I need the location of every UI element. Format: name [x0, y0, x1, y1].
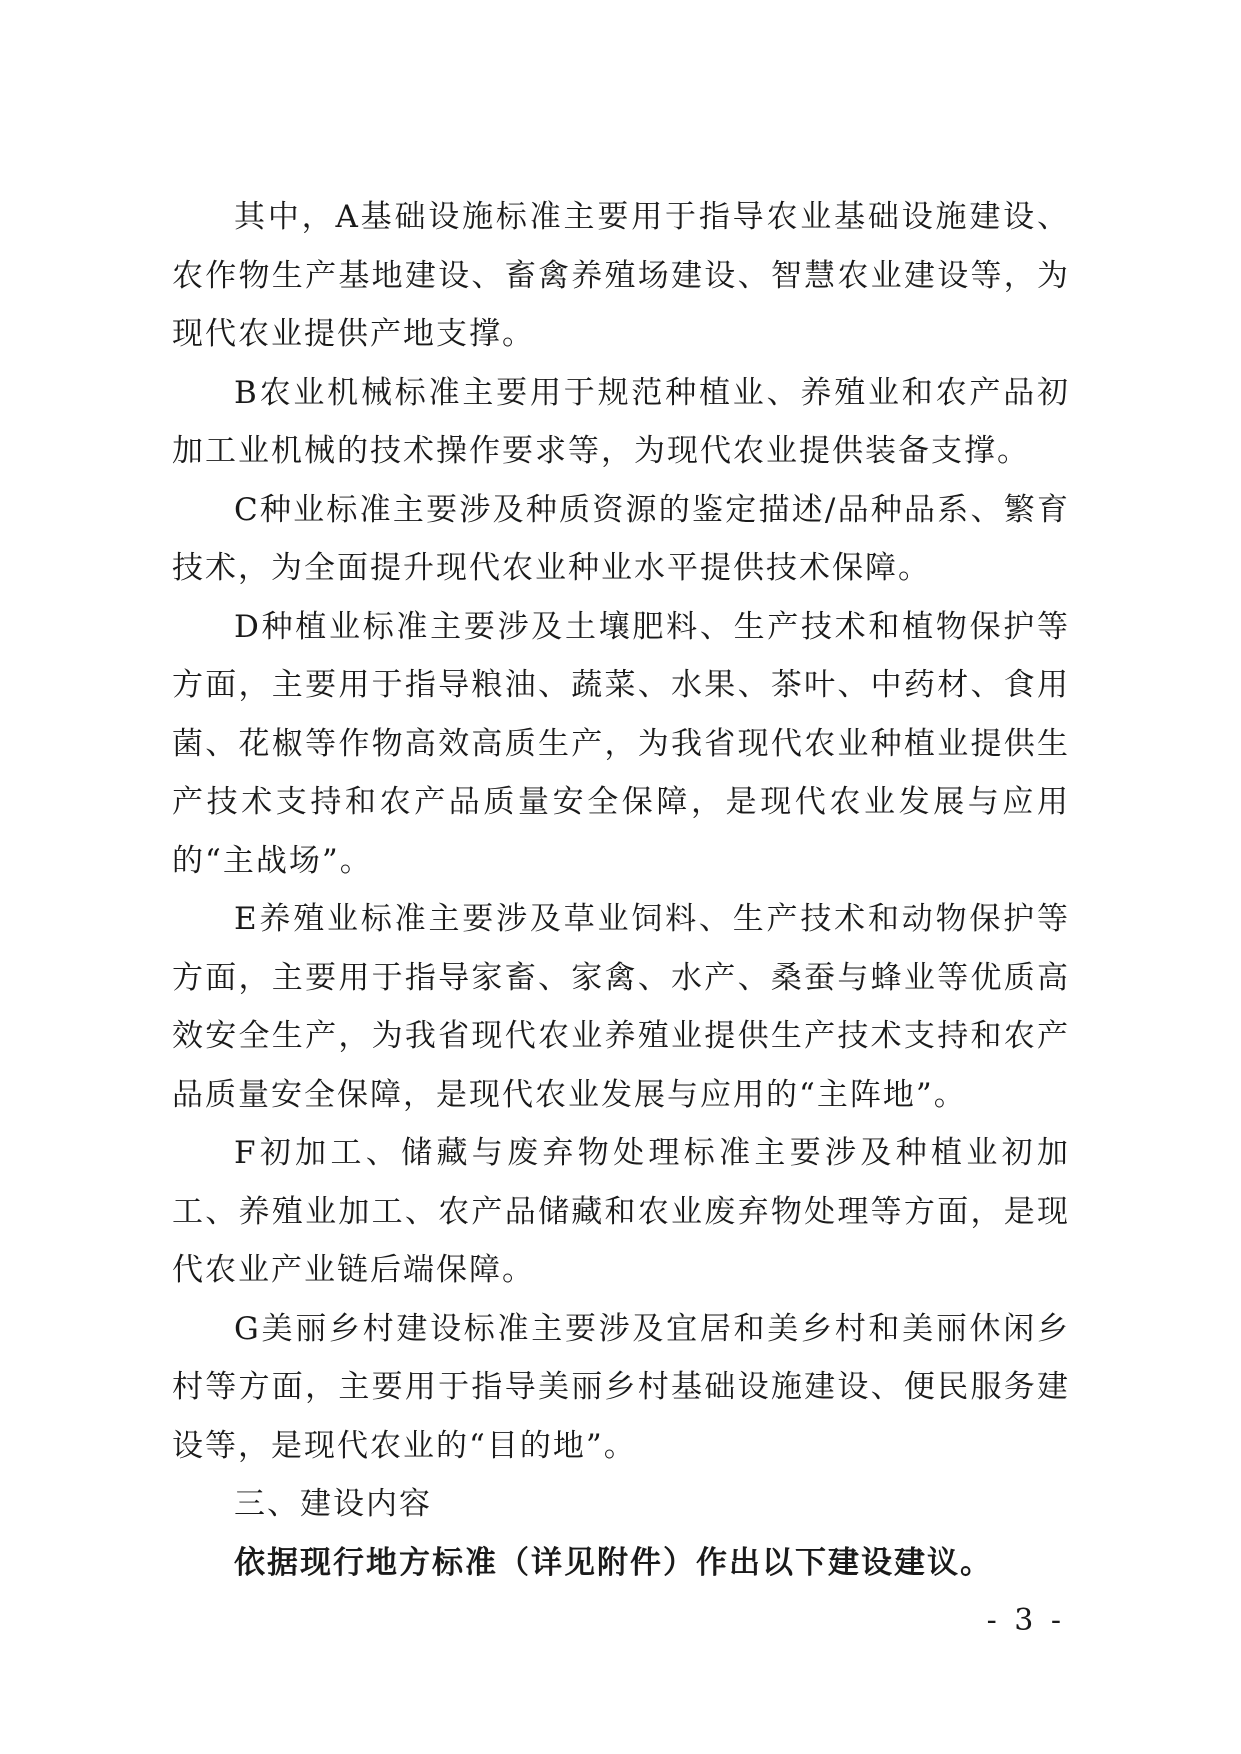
paragraph-planting: D种植业标准主要涉及土壤肥料、生产技术和植物保护等方面，主要用于指导粮油、蔬菜、水果、茶叶、中药材、食用菌、花椒等作物高效高质生产，为我省现代农业种植业提供生产技术支持和农产品质量安全保障，是现代农业发展与应用的“主战场”。: [172, 608, 1070, 879]
section-heading: 三、建设内容: [234, 1486, 432, 1522]
page-number: - 3 -: [986, 1603, 1065, 1638]
paragraph-infrastructure: 其中，A基础设施标准主要用于指导农业基础设施建设、农作物生产基地建设、畜禽养殖场建设、智慧农业建设等，为现代农业提供产地支撑。: [172, 199, 1070, 352]
bold-paragraph: 依据现行地方标准（详见附件）作出以下建设建议。: [234, 1544, 993, 1581]
document-body: [172, 188, 1070, 1592]
paragraph-breeding: E养殖业标准主要涉及草业饲料、生产技术和动物保护等方面，主要用于指导家畜、家禽、水产、桑蚕与蜂业等优质高效安全生产，为我省现代农业养殖业提供生产技术支持和农产品质量安全保障，是现代农业发展与应用的“主阵地”。: [172, 901, 1070, 1113]
paragraph-processing: F初加工、储藏与废弃物处理标准主要涉及种植业初加工、养殖业加工、农产品储藏和农业废弃物处理等方面，是现代农业产业链后端保障。: [172, 1135, 1070, 1288]
paragraph-seed-industry: C种业标准主要涉及种质资源的鉴定描述/品种品系、繁育技术，为全面提升现代农业种业水平提供技术保障。: [172, 491, 1070, 586]
paragraph-machinery: B农业机械标准主要用于规范种植业、养殖业和农产品初加工业机械的技术操作要求等，为现代农业提供装备支撑。: [172, 374, 1070, 469]
paragraph-beautiful-village: G美丽乡村建设标准主要涉及宜居和美乡村和美丽休闲乡村等方面，主要用于指导美丽乡村基础设施建设、便民服务建设等，是现代农业的“目的地”。: [172, 1310, 1070, 1464]
